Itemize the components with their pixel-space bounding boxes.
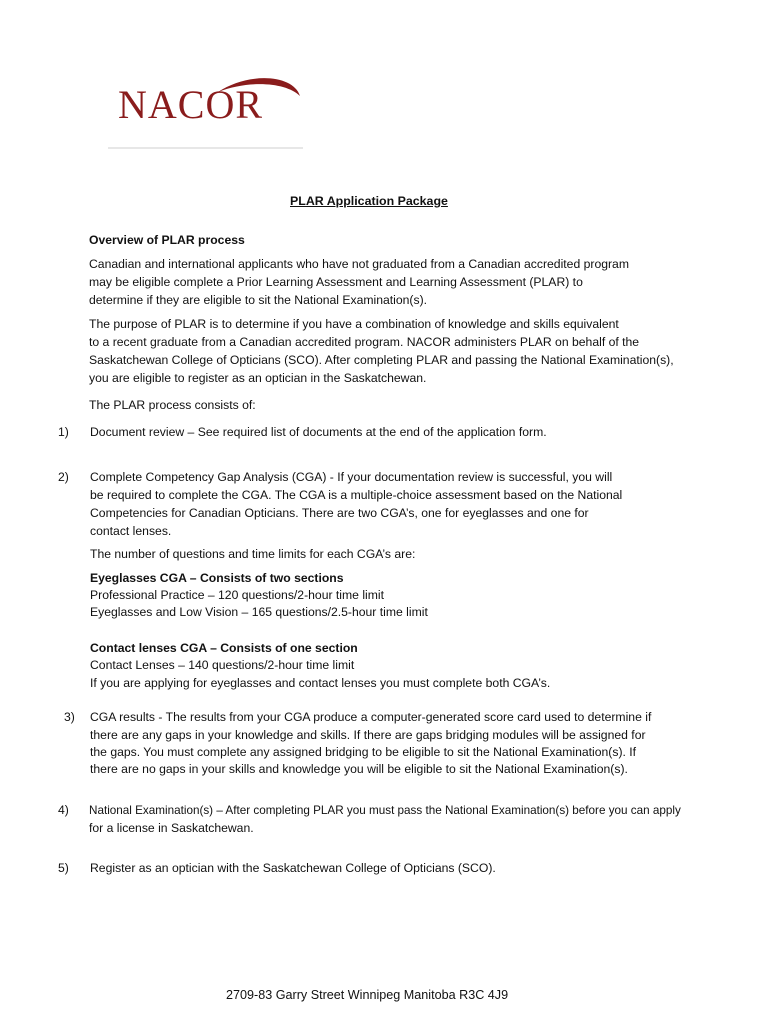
- overview-para1-line2: may be eligible complete a Prior Learning Assessment and Learning Assessment (PLAR) to: [89, 275, 583, 289]
- process-intro: The PLAR process consists of:: [89, 398, 256, 412]
- overview-para2-line3: Saskatchewan College of Opticians (SCO). After completing PLAR and passing the National Examination(s),: [89, 353, 674, 367]
- step-3-line4: there are no gaps in your skills and knowledge you will be eligible to sit the National Examination(s).: [90, 762, 628, 776]
- overview-para2-line2: to a recent graduate from a Canadian accredited program. NACOR administers PLAR on behalf of the: [89, 335, 640, 349]
- step-4-number: 4): [58, 803, 69, 817]
- step-4-line2: for a license in Saskatchewan.: [89, 821, 254, 835]
- step-1-line1: Document review – See required list of documents at the end of the application form.: [90, 425, 547, 439]
- document-title: PLAR Application Package: [290, 194, 448, 208]
- cga-intro: The number of questions and time limits for each CGA’s are:: [90, 547, 416, 561]
- step-3-line1: CGA results - The results from your CGA produce a computer-generated score card used to determine if: [90, 710, 652, 724]
- eyeglasses-cga-heading: Eyeglasses CGA – Consists of two sections: [90, 571, 344, 585]
- step-5-number: 5): [58, 861, 69, 875]
- step-3-number: 3): [64, 710, 75, 724]
- nacor-logo: [108, 70, 308, 150]
- step-2-line2: be required to complete the CGA. The CGA is a multiple-choice assessment based on the National: [90, 488, 623, 502]
- contact-cga-item-2: If you are applying for eyeglasses and contact lenses you must complete both CGA’s.: [90, 676, 551, 690]
- step-4-line1: National Examination(s) – After completing PLAR you must pass the National Examination(s) before you can apply: [89, 804, 681, 817]
- contact-cga-heading: Contact lenses CGA – Consists of one section: [90, 641, 358, 655]
- step-2-number: 2): [58, 470, 69, 484]
- overview-para2-line4: you are eligible to register as an optician in the Saskatchewan.: [89, 371, 427, 385]
- overview-para1-line1: Canadian and international applicants who have not graduated from a Canadian accredited program: [89, 257, 629, 271]
- step-3-line2: there are any gaps in your knowledge and skills. If there are gaps bridging modules will be assigned for: [90, 728, 646, 742]
- step-2-line3: Competencies for Canadian Opticians. There are two CGA’s, one for eyeglasses and one for: [90, 506, 589, 520]
- step-2-line4: contact lenses.: [90, 524, 172, 538]
- logo-text: NACOR: [118, 82, 264, 127]
- step-1-number: 1): [58, 425, 69, 439]
- step-3-line3: the gaps. You must complete any assigned bridging to be eligible to sit the National Examination(s). If: [90, 745, 637, 759]
- footer-address: 2709-83 Garry Street Winnipeg Manitoba R3C 4J9: [226, 988, 509, 1002]
- eyeglasses-cga-item-1: Professional Practice – 120 questions/2-hour time limit: [90, 588, 384, 602]
- contact-cga-item-1: Contact Lenses – 140 questions/2-hour time limit: [90, 658, 355, 672]
- eyeglasses-cga-item-2: Eyeglasses and Low Vision – 165 questions/2.5-hour time limit: [90, 605, 428, 619]
- overview-para1-line3: determine if they are eligible to sit the National Examination(s).: [89, 293, 428, 307]
- overview-heading: Overview of PLAR process: [89, 233, 245, 247]
- step-5-line1: Register as an optician with the Saskatchewan College of Opticians (SCO).: [90, 861, 496, 875]
- step-2-line1: Complete Competency Gap Analysis (CGA) - If your documentation review is successful, you will: [90, 470, 613, 484]
- overview-para2-line1: The purpose of PLAR is to determine if you have a combination of knowledge and skills equivalent: [89, 317, 619, 331]
